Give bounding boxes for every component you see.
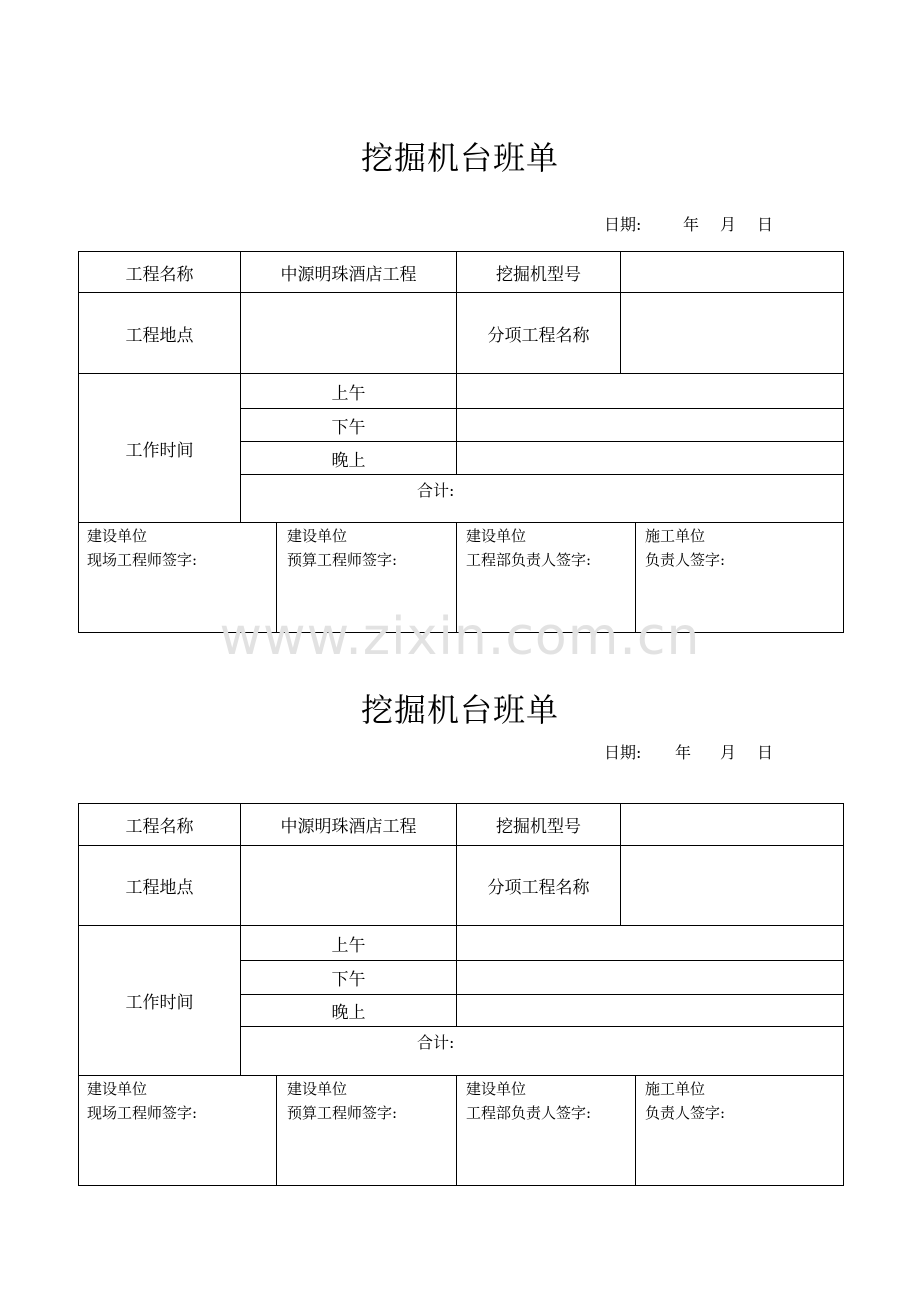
signature-unit: 建设单位: [287, 527, 348, 545]
signature-block[interactable]: [645, 524, 725, 572]
evening-value[interactable]: [457, 995, 843, 1026]
table-line: [240, 474, 844, 475]
work-time-label: 工作时间: [125, 440, 194, 461]
evening-value[interactable]: [457, 442, 843, 474]
table-line: [456, 1075, 457, 1185]
signature-unit: 施工单位: [645, 1080, 706, 1098]
project-location-value[interactable]: [241, 846, 456, 925]
signature-block[interactable]: [466, 524, 591, 572]
project-name-value[interactable]: 中源明珠酒店工程: [280, 817, 417, 837]
form-title: 挖掘机台班单: [360, 691, 560, 729]
total-label: 合计:: [417, 1033, 455, 1052]
table-line: [276, 1075, 277, 1185]
date-day: 日: [757, 743, 774, 762]
project-location-label: 工程地点: [125, 878, 194, 898]
signature-role: 负责人签字:: [645, 551, 726, 569]
project-location-value[interactable]: [241, 293, 456, 373]
signature-unit: 施工单位: [645, 527, 706, 545]
morning-value[interactable]: [457, 374, 843, 408]
date-year: 年: [683, 215, 700, 234]
project-name-value[interactable]: 中源明珠酒店工程: [280, 264, 417, 285]
date-month: 月: [720, 743, 737, 762]
project-location-label: 工程地点: [125, 325, 194, 346]
sub-project-value[interactable]: [621, 293, 843, 373]
excavator-model-value[interactable]: [621, 252, 843, 292]
signature-block[interactable]: [466, 1077, 591, 1125]
signature-role: 现场工程师签字:: [87, 551, 198, 569]
signature-role: 工程部负责人签字:: [466, 551, 592, 569]
total-label: 合计:: [417, 481, 455, 500]
date-month: 月: [720, 215, 737, 234]
project-name-label: 工程名称: [125, 817, 194, 837]
excavator-model-label: 挖掘机型号: [496, 264, 581, 285]
table-line: [843, 803, 844, 1186]
excavator-model-label: 挖掘机型号: [496, 817, 581, 837]
signature-block[interactable]: [287, 524, 397, 572]
signature-block[interactable]: [645, 1077, 725, 1125]
signature-unit: 建设单位: [87, 1080, 148, 1098]
signature-unit: 建设单位: [87, 527, 148, 545]
signature-block[interactable]: [87, 524, 197, 572]
date-label: 日期:: [604, 743, 642, 762]
date-day: 日: [757, 215, 774, 234]
signature-role: 现场工程师签字:: [87, 1104, 198, 1122]
sub-project-label: 分项工程名称: [487, 325, 590, 346]
afternoon-label: 下午: [331, 417, 366, 438]
table-line: [78, 522, 844, 523]
form-title: 挖掘机台班单: [360, 139, 560, 177]
date-label: 日期:: [604, 215, 642, 234]
table-line: [78, 1075, 844, 1076]
table-line: [240, 1026, 844, 1027]
signature-role: 工程部负责人签字:: [466, 1104, 592, 1122]
watermark: www.zixin.com.cn: [219, 607, 701, 667]
evening-label: 晚上: [331, 1003, 366, 1023]
afternoon-value[interactable]: [457, 409, 843, 441]
table-line: [78, 1185, 844, 1186]
signature-unit: 建设单位: [466, 1080, 527, 1098]
date-year: 年: [675, 743, 692, 762]
excavator-model-value[interactable]: [621, 804, 843, 845]
morning-label: 上午: [331, 935, 366, 956]
signature-role: 负责人签字:: [645, 1104, 726, 1122]
afternoon-value[interactable]: [457, 961, 843, 994]
work-time-label: 工作时间: [125, 993, 194, 1013]
table-line: [843, 251, 844, 633]
afternoon-label: 下午: [331, 970, 366, 990]
sub-project-value[interactable]: [621, 846, 843, 925]
signature-unit: 建设单位: [466, 527, 527, 545]
signature-block[interactable]: [287, 1077, 397, 1125]
signature-role: 预算工程师签字:: [287, 1104, 398, 1122]
signature-unit: 建设单位: [287, 1080, 348, 1098]
table-line: [635, 1075, 636, 1185]
evening-label: 晚上: [331, 450, 366, 471]
signature-role: 预算工程师签字:: [287, 551, 398, 569]
signature-block[interactable]: [87, 1077, 197, 1125]
morning-value[interactable]: [457, 926, 843, 960]
morning-label: 上午: [331, 383, 366, 404]
project-name-label: 工程名称: [125, 264, 194, 285]
sub-project-label: 分项工程名称: [487, 878, 590, 898]
